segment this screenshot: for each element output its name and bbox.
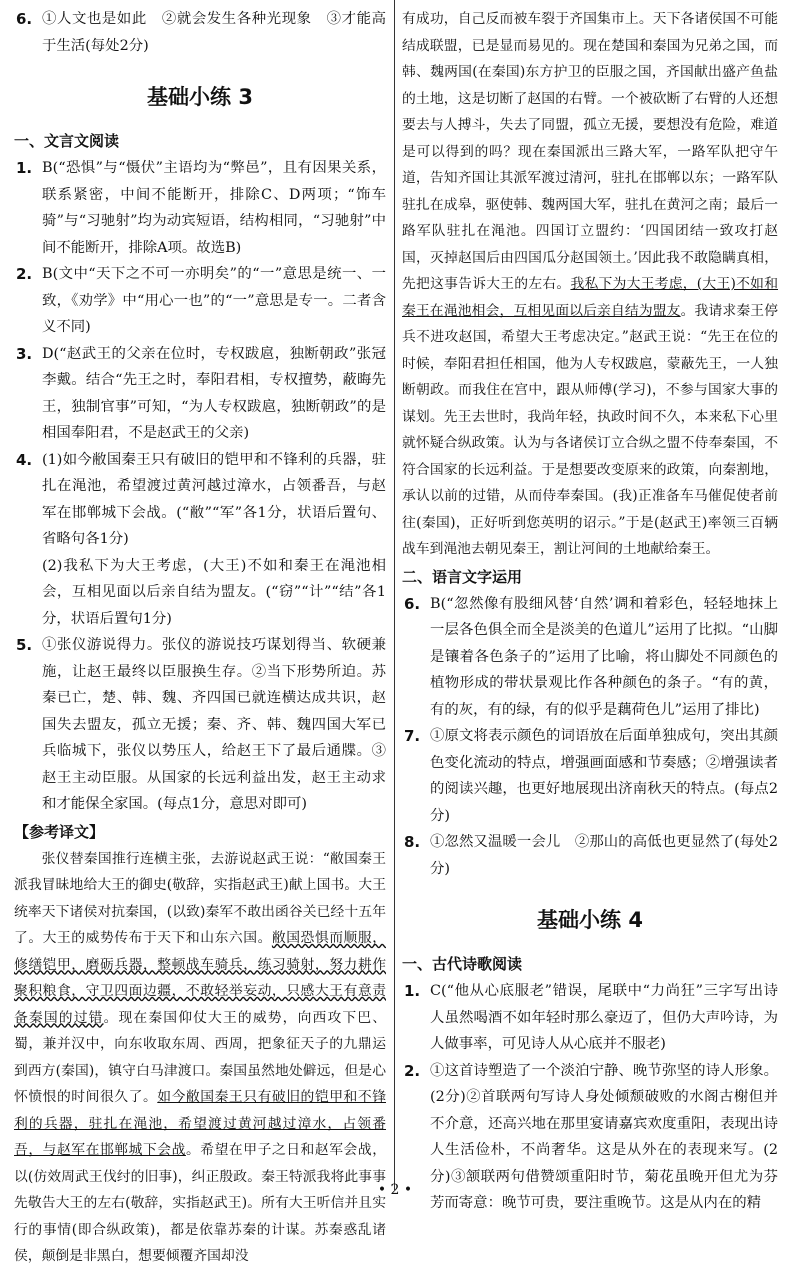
- answer-item-1: [14, 155, 386, 261]
- subheading-poetry-reading: 一、古代诗歌阅读: [402, 955, 523, 973]
- translation-segment: 。现在秦国仰仗大王的威势，向西攻下巴、蜀，兼并汉中，向东收取东周、西周，把象征天子的九鼎运到西方(秦国)，镇守白马津渡口。秦国虽然地处僻远，但是心怀愤恨的时间很久了。: [14, 1009, 387, 1105]
- section-title-4: 基础小练 4: [537, 908, 643, 932]
- translation-underlined-segment: 敝国恐惧而顺服，修缮铠甲，磨砺兵器，整顿战车骑兵，练习骑射，努力耕作聚积粮食，守卫四面边疆，不敢轻举妄动，只感大王有意责备秦国的过错: [14, 930, 386, 1026]
- item-text: ①这首诗塑造了一个淡泊宁静、晚节弥坚的诗人形象。(2分)②首联两句写诗人身处倾颓破败的水阁古榭但并不介意，还高兴地在那里宴请嘉宾欢度重阳，表现出诗人生活俭朴，不尚奢华。这是从外在的表现来写。(2分)③颔联两句借赞颂重阳时节，菊花虽晚开但尤为芬芳而寄意：晚节可贵，要注重晚节。这是从内在的精: [430, 1062, 778, 1211]
- translation-underlined-segment: 我私下为大王考虑，(大王)不如和秦王在渑池相会，互相见面以后亲自结为盟友: [402, 276, 779, 319]
- item-text: D(“赵武王的父亲在位时，专权跋扈，独断朝政”张冠李戴。结合“先王之时，奉阳君相，专权擅势，蔽晦先王，独制官事”可知，“为人专权跋扈，独断朝政”的是相国奉阳君，不是赵武王的父亲): [42, 345, 386, 441]
- translation-segment: 。希望在甲子之日和赵军会战，以(仿效周武王伐纣的旧事)，纠正殷政。秦王特派我将此事事先敬告大王的左右(敬辞，实指赵武王)。所有大王听信并且实行的事情(即合纵政策)，都是依靠苏秦的计谋。苏秦惑乱诸侯，颠倒是非黑白，想要倾覆齐国却没: [14, 1142, 386, 1264]
- subheading-language-use: 二、语言文字运用: [402, 567, 523, 586]
- item-number: 1.: [16, 159, 33, 177]
- subheading-classical-reading: 一、文言文阅读: [14, 132, 120, 150]
- translation-segment: 有成功，自己反而被车裂于齐国集市上。天下各诸侯国不可能结成联盟，已是显而易见的。现在楚国和秦国为兄弟之国，而韩、魏两国(在秦国)东方护卫的臣服之国，齐国献出盛产鱼盐的土地，这是切断了赵国的右臂。一个被砍断了右臂的人还想要去与人搏斗，失去了同盟，孤立无援，要想没有危险，难道是可以得到的吗？现在秦国派出三路大军，一路军队把守午道，告知齐国让其派军渡过清河，驻扎在邯郸以东；一路军队驻扎在成皋，驱使韩、魏两国大军，驻扎在黄河之南；最后一路军队驻扎在渑池。四国订立盟约：‘四国团结一致攻打赵国，灭掉赵国后由四国瓜分赵国领土。’因此我不敢隐瞒真相，先把这事告诉大王的左右。: [402, 11, 778, 292]
- item-number: 5.: [16, 636, 33, 654]
- right-column: [402, 6, 778, 1217]
- answer-item-7: [402, 723, 778, 829]
- reference-translation-text: [14, 846, 386, 1270]
- item-text: ①原文将表示颜色的词语放在后面单独成句，突出其颜色变化流动的特点，增强画面感和节奏感；②增强读者的阅读兴趣，也更好地展现出济南秋天的特点。(每点2分): [430, 728, 778, 824]
- answer-item-1-poetry: [402, 978, 778, 1058]
- translation-segment: 张仪替秦国推行连横主张，去游说赵武王说：“敝国秦王派我冒昧地给大王的御史(敬辞，实指赵武王)献上国书。大王统率天下诸侯对抗秦国，(以致)秦军不敢出函谷关已经十五年了。大王的威势传布于天下和山东六国。: [14, 850, 386, 946]
- item-text-part2: (2)我私下为大王考虑，(大王)不如和秦王在渑池相会，互相见面以后亲自结为盟友。(“窃”“计”“结”各1分，状语后置句1分): [42, 557, 386, 627]
- translation-segment: 。我请求秦王停兵不进攻赵国，希望大王考虑决定。”赵武王说：“先王在位的时候，奉阳君担任相国，他为人专权跋扈，蒙蔽先王，一人独断朝政。而我住在宫中，跟从师傅(学习)，不参与国家大事的谋划。先王去世时，我尚年轻，执政时间不久，本来私下心里就怀疑合纵政策。认为与各诸侯订立合纵之盟不侍奉秦国，不符合国家的长远利益。于是想要改变原来的政策，向秦割地，承认以前的过错，从而侍奉秦国。(我)正准备车马催促使者前往(秦国)，正好听到您英明的诏示。”于是(赵武王)率领三百辆战车到渑池去朝见秦王，割让河间的土地献给秦王。: [402, 302, 779, 557]
- item-number: 8.: [404, 833, 421, 851]
- translation-underlined-segment: 如今敝国秦王只有破旧的铠甲和不锋利的兵器，驻扎在渑池，希望渡过黄河越过漳水，占领番吾，与赵军在邯郸城下会战: [14, 1089, 386, 1158]
- item-text: ①张仪游说得力。张仪的游说技巧谋划得当、软硬兼施，让赵王最终以臣服换生存。②当下形势所迫。苏秦已亡，楚、韩、魏、齐四国已就连横达成共识，赵国失去盟友，孤立无援；秦、齐、韩、魏四国大军已兵临城下，张仪以势压人，给赵王下了最后通牒。③赵王主动臣服。从国家的长远利益出发，赵王主动求和才能保全家国。(每点1分，意思对即可): [42, 637, 386, 812]
- item-number: 6.: [404, 594, 421, 613]
- item-number: 7.: [404, 727, 421, 745]
- item-number: 1.: [404, 982, 421, 1000]
- reference-translation-continued: [402, 6, 778, 563]
- item-text-part1: (1)如今敝国秦王只有破旧的铠甲和不锋利的兵器，驻扎在渑池，希望渡过黄河越过漳水，占领番吾，与赵军在邯郸城下会战。(“敝”“军”各1分，状语后置句、省略句各1分): [42, 451, 386, 547]
- item-number: 2.: [404, 1061, 421, 1080]
- item-text: ①忽然又温暖一会儿 ②那山的高低也更显然了(每处2分): [430, 834, 778, 877]
- page-number: • 2 •: [377, 1182, 413, 1198]
- item-text: B(“恐惧”与“慑伏”主语均为“弊邑”，且有因果关系，联系紧密，中间不能断开，排除C、D两项；“饰车骑”与“习驰射”均为动宾短语，结构相同，“习驰射”中间不能断开，排除A项。故选B): [42, 160, 386, 256]
- answer-item-6: [402, 591, 778, 724]
- item-number: 3.: [16, 344, 33, 363]
- answer-item-6-prev: [14, 6, 386, 59]
- answer-item-4: [14, 447, 386, 633]
- reference-translation-title: 【参考译文】: [14, 822, 105, 841]
- answer-item-5: [14, 632, 386, 818]
- item-number: 6.: [16, 10, 33, 28]
- item-number: 4.: [16, 450, 33, 469]
- section-title-3: 基础小练 3: [147, 85, 253, 109]
- left-column: [14, 6, 386, 1270]
- item-text: B(文中“天下之不可一亦明矣”的“一”意思是统一、一致，《劝学》中“用心一也”的“一”意思是专一。二者含义不同): [42, 266, 386, 335]
- item-number: 2.: [16, 265, 33, 283]
- column-divider: [394, 0, 395, 1190]
- answer-item-2: [14, 261, 386, 341]
- item-text: B(“忽然像有股细风替‘自然’调和着彩色，轻轻地抹上一层各色俱全而全是淡美的色道儿”运用了比拟。“山脚是镶着各色条子的”运用了比喻，将山脚处不同颜色的植物形成的带状景观比作各种颜色的条子。“有的黄，有的灰，有的绿，有的似乎是藕荷色儿”运用了排比): [430, 595, 778, 718]
- item-text: ①人文也是如此 ②就会发生各种光现象 ③才能高于生活(每处2分): [42, 11, 386, 54]
- item-text: C(“他从心底服老”错误，尾联中“力尚狂”三字写出诗人虽然喝酒不如年轻时那么豪迈了，但仍大声吟诗，为人做事率，可见诗人从心底并不服老): [430, 983, 778, 1052]
- answer-item-8: [402, 829, 778, 882]
- answer-item-3: [14, 341, 386, 447]
